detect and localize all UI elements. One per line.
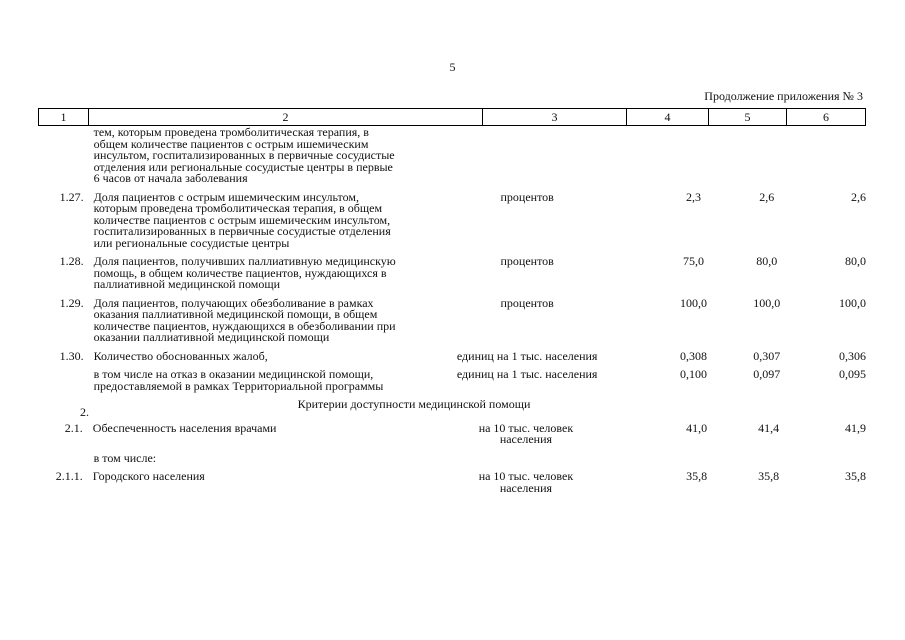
table-row: [38, 450, 866, 465]
header-col-1: 1: [39, 109, 89, 125]
row-value-3: 35,8: [845, 469, 867, 483]
header-col-2: 2: [89, 109, 483, 125]
table-row: [38, 256, 866, 291]
section-number: 2.: [80, 405, 89, 419]
row-value-3: 0,306: [839, 348, 866, 363]
row-indicator: Доля пациентов, получивших паллиативную медицинскую помощь, в общем количестве пациентов, нуждающихся в паллиативной медицинской помощи: [93, 254, 396, 291]
table-row: [38, 471, 866, 494]
row-value-2: [730, 127, 803, 185]
row-value-1: 35,8: [686, 469, 708, 483]
table-row: [38, 189, 866, 250]
row-unit: на 10 тыс. человек населения: [478, 469, 574, 495]
row-number: 1.30.: [59, 348, 84, 363]
header-col-5: 5: [709, 109, 787, 125]
row-value-1: 0,308: [679, 348, 707, 363]
row-value-1: 75,0: [682, 254, 704, 268]
row-value-1: 100,0: [679, 295, 707, 310]
table-row: [38, 420, 867, 446]
row-value-2: 41,4: [758, 420, 780, 435]
table-row: [38, 127, 866, 185]
row-number: 1.29.: [59, 295, 84, 310]
row-number: 2.1.: [64, 420, 83, 435]
row-number: [38, 453, 94, 465]
row-indicator: Количество обоснованных жалоб,: [93, 348, 268, 363]
header-col-4: 4: [627, 109, 709, 125]
row-value-1: 41,0: [686, 420, 708, 435]
table-row: [38, 348, 866, 363]
header-col-6: 6: [823, 110, 829, 124]
row-value-3: 100,0: [839, 295, 866, 310]
section-row: [38, 399, 866, 419]
row-unit: процентов: [500, 189, 554, 204]
continuation-label: Продолжение приложения № 3: [704, 89, 863, 103]
table-row: [38, 295, 866, 344]
row-unit: процентов: [500, 295, 554, 310]
row-value-2: 0,307: [753, 348, 781, 363]
header-col-3: 3: [483, 109, 627, 125]
row-value-2: 0,097: [753, 367, 781, 381]
row-indicator: в том числе:: [93, 450, 157, 465]
row-number: [38, 127, 94, 185]
row-value-1: 2,3: [685, 189, 701, 204]
row-number: 1.27.: [59, 189, 84, 204]
row-value-2: 2,6: [759, 189, 775, 204]
row-unit: единиц на 1 тыс. населения: [456, 348, 598, 363]
row-value-1: 0,100: [679, 367, 707, 381]
row-value-1: [657, 453, 730, 465]
row-value-1: [657, 127, 730, 185]
row-value-2: 35,8: [758, 469, 780, 483]
row-value-3: [803, 127, 866, 185]
row-indicator: Обеспеченность населения врачами: [92, 420, 277, 435]
row-indicator: Доля пациентов, получающих обезболивание в рамках оказания паллиативной медицинской помощи, в общем количестве пациентов, нуждающихся в обезболивании при оказании паллиативной медицинской помощи: [93, 295, 396, 344]
row-unit: единиц на 1 тыс. населения: [456, 367, 598, 381]
row-indicator: Доля пациентов с острым ишемическим инсультом, которым проведена тромболитическая терапия, в общем количестве пациентов с острым ишемическим инсультом, госпитализированных в первичные сосудистые отделения или региональные сосудистые центры: [93, 189, 391, 250]
row-value-3: 41,9: [845, 420, 867, 435]
row-indicator: тем, которым проведена тромболитическая терапия, в общем количестве пациентов с острым ишемическим инсультом, госпитализированных в первичные сосудистые отделения или региональные сосудистые центры в первые 6 часов от начала заболевания: [93, 125, 395, 185]
row-number: [38, 369, 94, 392]
section-title: Критерии доступности медицинской помощи: [297, 397, 531, 411]
row-value-3: 80,0: [845, 254, 866, 268]
row-value-2: [730, 453, 803, 465]
row-value-2: 100,0: [753, 295, 781, 310]
row-unit: на 10 тыс. человек населения: [478, 420, 574, 446]
row-value-3: [803, 453, 866, 465]
row-number: 2.1.1.: [55, 469, 83, 483]
table-row: [38, 369, 866, 392]
table-header: [38, 108, 866, 126]
row-value-2: 80,0: [756, 254, 778, 268]
row-unit: [398, 127, 657, 185]
row-unit: процентов: [500, 254, 554, 268]
row-number: 1.28.: [59, 254, 84, 268]
row-value-3: 0,095: [839, 367, 866, 381]
row-indicator: Городского населения: [92, 469, 205, 483]
page-number: 5: [449, 60, 456, 74]
row-indicator: в том числе на отказ в оказании медицинской помощи, предоставляемой в рамках Территориальной программы: [93, 367, 384, 393]
row-value-3: 2,6: [851, 189, 866, 204]
row-unit: [398, 453, 657, 465]
table-body: [38, 127, 866, 501]
